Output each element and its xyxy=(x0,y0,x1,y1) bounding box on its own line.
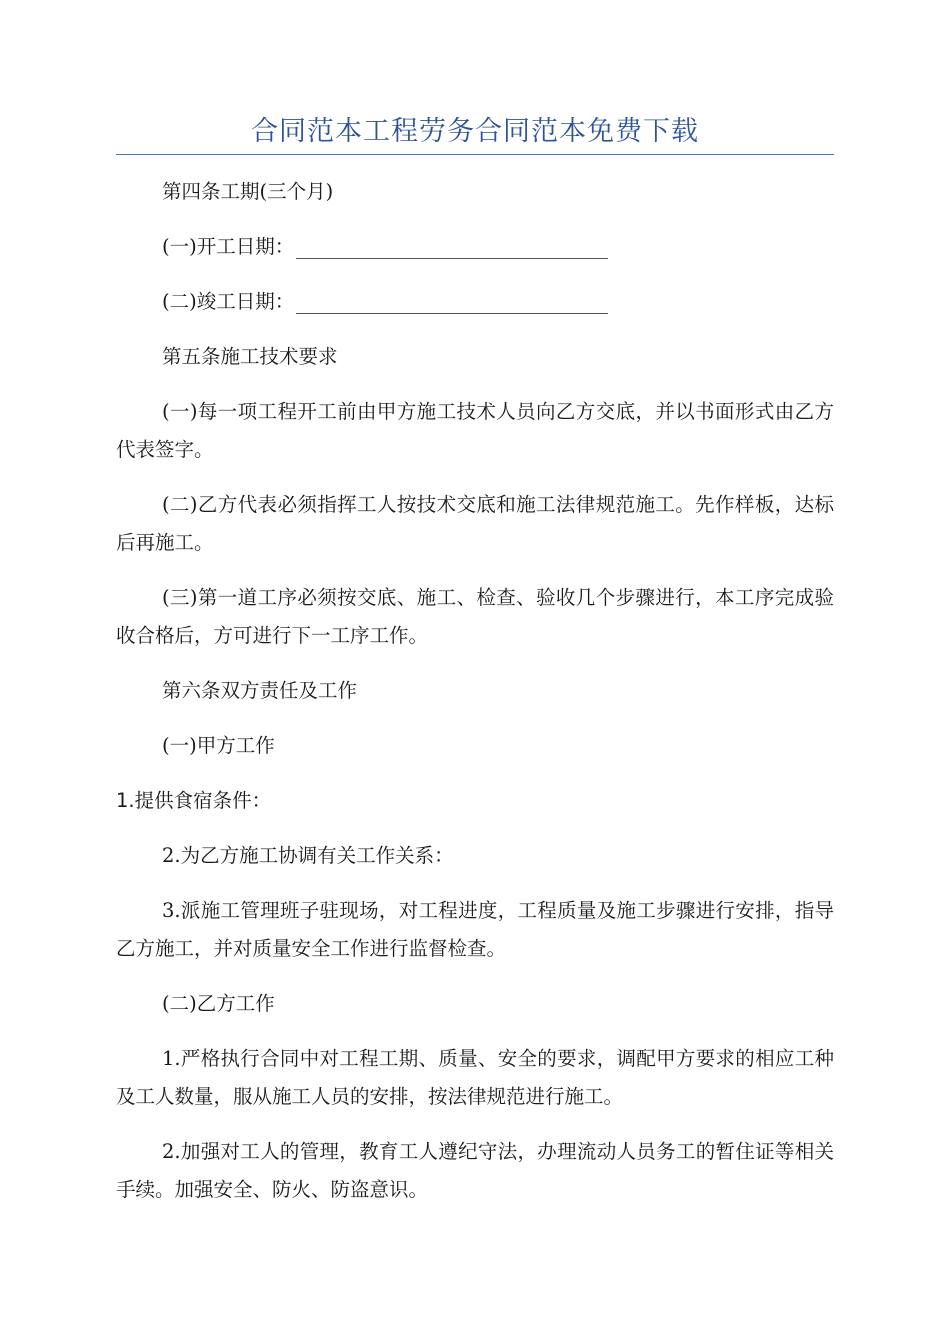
completion-date-line xyxy=(116,283,834,321)
start-date-line xyxy=(116,228,834,266)
completion-date-blank xyxy=(296,289,608,314)
clause-5-item-3: (三)第一道工序必须按交底、施工、检查、验收几个步骤进行，本工序完成验收合格后，方可进行下一工序工作。 xyxy=(116,586,834,647)
party-a-item-1: 1.提供食宿条件： xyxy=(116,789,272,812)
clause-4-heading: 第四条工期(三个月) xyxy=(162,180,334,203)
clause-5-heading: 第五条施工技术要求 xyxy=(162,345,338,368)
party-a-item-2: 2.为乙方施工协调有关工作关系： xyxy=(162,844,454,867)
title-underline xyxy=(116,154,834,155)
party-b-item-2: 2.加强对工人的管理，教育工人遵纪守法，办理流动人员务工的暂住证等相关手续。加强安全、防火、防盗意识。 xyxy=(116,1140,834,1201)
party-b-item-1: 1.严格执行合同中对工程工期、质量、安全的要求，调配甲方要求的相应工种及工人数量，服从施工人员的安排，按法律规范进行施工。 xyxy=(116,1047,834,1108)
start-date-blank xyxy=(296,234,608,259)
party-a-work-heading: (一)甲方工作 xyxy=(162,734,275,757)
party-b-work-heading: (二)乙方工作 xyxy=(162,992,275,1015)
document-title: 合同范本工程劳务合同范本免费下载 xyxy=(251,116,699,147)
party-a-item-3: 3.派施工管理班子驻现场，对工程进度，工程质量及施工步骤进行安排，指导乙方施工，并对质量安全工作进行监督检查。 xyxy=(116,899,834,960)
clause-5-item-2: (二)乙方代表必须指挥工人按技术交底和施工法律规范施工。先作样板，达标后再施工。 xyxy=(116,493,834,554)
clause-6-heading: 第六条双方责任及工作 xyxy=(162,679,358,702)
clause-5-item-1: (一)每一项工程开工前由甲方施工技术人员向乙方交底，并以书面形式由乙方代表签字。 xyxy=(116,400,834,461)
completion-date-label: (二)竣工日期： xyxy=(162,290,295,313)
start-date-label: (一)开工日期： xyxy=(162,235,295,258)
document-body xyxy=(116,173,834,1226)
